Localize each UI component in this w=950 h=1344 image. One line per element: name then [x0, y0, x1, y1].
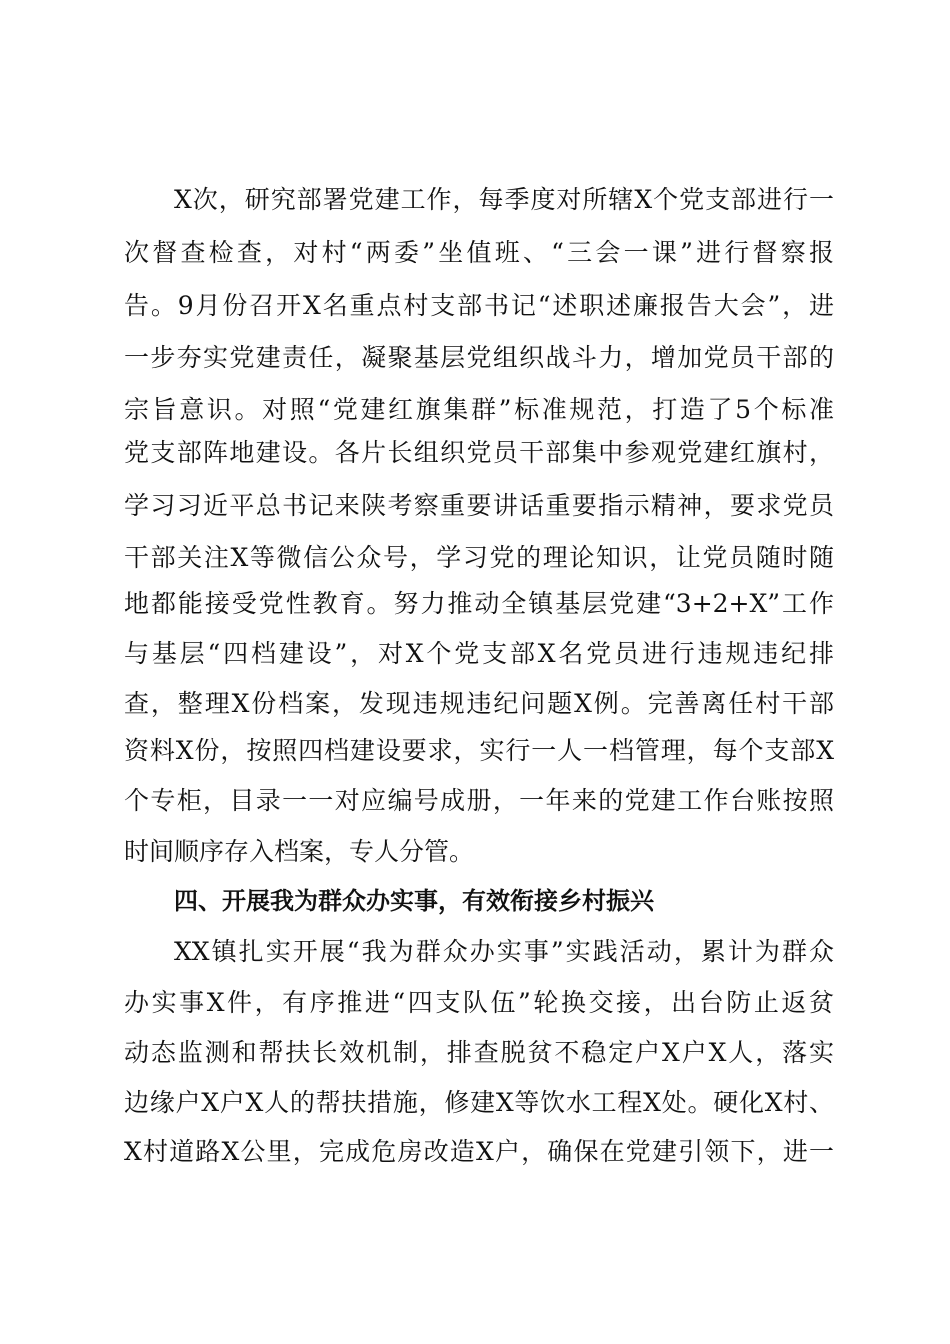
paragraph-1-line-11: 查，整理X份档案，发现违规违纪问题X例。完善离任村干部 — [124, 689, 834, 718]
paragraph-1-line-13: 个专柜，目录一一对应编号成册，一年来的党建工作台账按照 — [124, 786, 834, 815]
paragraph-1-line-8: 干部关注X等微信公众号，学习党的理论知识，让党员随时随 — [124, 543, 834, 572]
paragraph-1-line-9: 地都能接受党性教育。努力推动全镇基层党建“3+2+X”工作 — [124, 589, 834, 618]
paragraph-1-line-2: 次督查检查，对村“两委”坐值班、“三会一课”进行督察报 — [124, 238, 834, 267]
paragraph-2-line-4: 边缘户X户X人的帮扶措施，修建X等饮水工程X处。硬化X村、 — [124, 1088, 834, 1117]
paragraph-1-line-12: 资料X份，按照四档建设要求，实行一人一档管理，每个支部X — [124, 736, 834, 765]
paragraph-1-line-5: 宗旨意识。对照“党建红旗集群”标准规范，打造了5个标准 — [124, 395, 834, 424]
section-heading: 四、开展我为群众办实事，有效衔接乡村振兴 — [174, 887, 654, 915]
paragraph-1-line-6: 党支部阵地建设。各片长组织党员干部集中参观党建红旗村， — [124, 438, 834, 467]
paragraph-1-line-10: 与基层“四档建设”，对X个党支部X名党员进行违规违纪排 — [124, 639, 834, 668]
paragraph-1-line-14: 时间顺序存入档案，专人分管。 — [124, 837, 475, 866]
paragraph-1-line-1: X次，研究部署党建工作，每季度对所辖X个党支部进行一 — [174, 185, 834, 214]
paragraph-1-line-4: 一步夯实党建责任，凝聚基层党组织战斗力，增加党员干部的 — [124, 343, 834, 372]
paragraph-1-line-7: 学习习近平总书记来陕考察重要讲话重要指示精神，要求党员 — [124, 491, 834, 520]
paragraph-2-line-1: XX镇扎实开展“我为群众办实事”实践活动，累计为群众 — [174, 937, 834, 966]
paragraph-2-line-2: 办实事X件，有序推进“四支队伍”轮换交接，出台防止返贫 — [124, 988, 834, 1017]
paragraph-2-line-3: 动态监测和帮扶长效机制，排查脱贫不稳定户X户X人，落实 — [124, 1038, 834, 1067]
paragraph-1-line-3: 告。9月份召开X名重点村支部书记“述职述廉报告大会”，进 — [124, 291, 834, 320]
paragraph-2-line-5: X村道路X公里，完成危房改造X户，确保在党建引领下，进一 — [124, 1137, 834, 1166]
